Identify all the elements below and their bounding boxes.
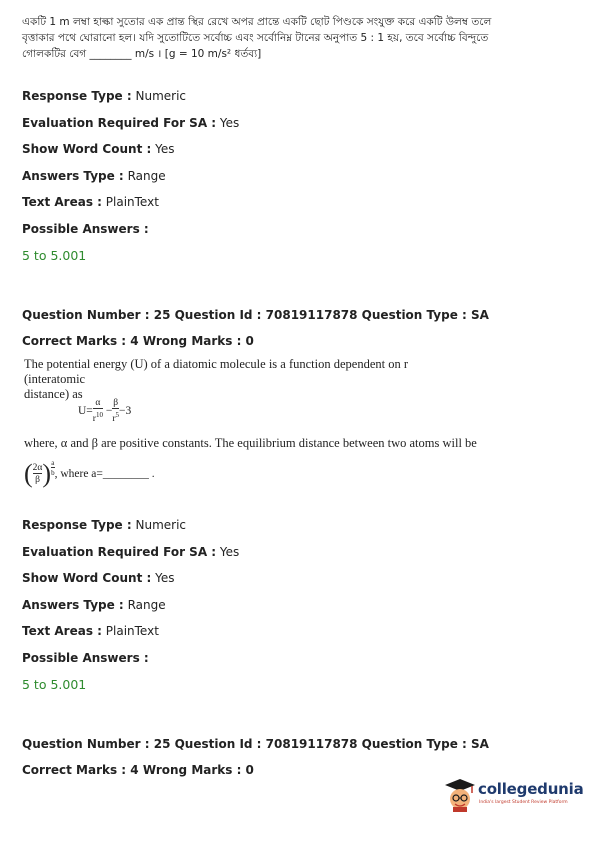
word-count-value: Yes	[155, 571, 175, 585]
question-line: distance) as	[24, 387, 83, 401]
question-header: Question Number : 25 Question Id : 70819117878 Question Type : SA	[22, 737, 489, 751]
answers-type-label: Answers Type :	[22, 169, 124, 183]
marks-row: Correct Marks : 4 Wrong Marks : 0	[22, 763, 254, 777]
fraction-denominator: b	[51, 469, 55, 477]
marks-row: Correct Marks : 4 Wrong Marks : 0	[22, 334, 254, 348]
fraction-numerator: α	[95, 398, 101, 408]
word-count-value: Yes	[155, 142, 175, 156]
word-count-row	[22, 570, 174, 586]
possible-answers-label: Possible Answers :	[22, 222, 149, 236]
response-type-value: Numeric	[135, 89, 187, 103]
question-header: Question Number : 25 Question Id : 70819117878 Question Type : SA	[22, 308, 489, 322]
question-text-bengali	[22, 14, 577, 62]
text-areas-value: PlainText	[105, 624, 159, 638]
where-text: , where a=________ .	[54, 468, 155, 480]
text-areas-label: Text Areas :	[22, 624, 102, 638]
evaluation-row	[22, 115, 239, 131]
evaluation-value: Yes	[219, 116, 240, 130]
fraction-denominator	[112, 408, 119, 425]
evaluation-value: Yes	[219, 545, 240, 559]
two-alpha-over-beta	[33, 463, 43, 486]
possible-answers-row	[22, 221, 149, 237]
equilibrium-expression	[24, 459, 155, 489]
r-symbol: r	[92, 414, 96, 425]
question-line: একটি 1 m লম্বা হাল্কা সুতোর এক প্রান্ত স্থির রেখে অপর প্রান্তে একটি ছোট পিণ্ডকে সংযুক্ত করে একটি উলম্ব তলে	[22, 16, 492, 28]
response-type-label: Response Type :	[22, 89, 132, 103]
question-line: where, α and β are positive constants. The equilibrium distance between two atoms will be	[24, 436, 477, 450]
beta-fraction	[112, 398, 119, 425]
left-paren: (	[24, 459, 33, 488]
response-type-row	[22, 88, 186, 104]
brand-name: collegedunia	[478, 780, 584, 798]
possible-answers-value: 5 to 5.001	[22, 248, 87, 263]
exponent: 5	[115, 411, 120, 419]
evaluation-label: Evaluation Required For SA :	[22, 116, 217, 130]
fraction-denominator: β	[33, 473, 43, 486]
question-line: বৃত্তাকার পথে ঘোরানো হল। যদি সুতোটিতে সর্বোচ্চ এবং সর্বোনিম্ন টানের অনুপাত 5 : 1 হয়, তবে সর্বোচ্চ বিন্দুতে	[22, 32, 489, 44]
graduate-mascot-icon	[443, 777, 477, 813]
evaluation-row	[22, 544, 239, 560]
constant-term: −3	[119, 405, 132, 418]
fraction-numerator: a	[51, 459, 55, 467]
question-text	[24, 436, 484, 451]
exponent: 10	[95, 411, 103, 419]
question-line: The potential energy (U) of a diatomic molecule is a function dependent on r (interatomic	[24, 357, 409, 386]
word-count-label: Show Word Count :	[22, 571, 152, 585]
answers-type-row	[22, 168, 166, 184]
fraction-numerator: 2α	[32, 462, 43, 473]
text-areas-value: PlainText	[105, 195, 159, 209]
answers-type-label: Answers Type :	[22, 598, 124, 612]
possible-answers-label: Possible Answers :	[22, 651, 149, 665]
alpha-fraction	[93, 398, 103, 425]
right-paren: )	[42, 459, 52, 488]
fraction-numerator: β	[113, 398, 119, 408]
evaluation-label: Evaluation Required For SA :	[22, 545, 217, 559]
brand-tagline: India's largest Student Review Platform	[479, 800, 568, 805]
text-areas-row	[22, 623, 159, 639]
potential-energy-formula	[78, 398, 131, 425]
question-text	[24, 357, 464, 402]
answers-type-value: Range	[127, 169, 166, 183]
question-line: গোলকটির বেগ ________ m/s । [g = 10 m/s² ধর্তব্য]	[22, 48, 262, 60]
possible-answers-value: 5 to 5.001	[22, 677, 87, 692]
collegedunia-logo	[443, 777, 583, 817]
answers-type-row	[22, 597, 166, 613]
response-type-label: Response Type :	[22, 518, 132, 532]
text-areas-row	[22, 194, 159, 210]
r-symbol: r	[112, 414, 116, 425]
u-prefix: U=	[78, 405, 93, 418]
word-count-row	[22, 141, 174, 157]
fraction-denominator	[93, 408, 103, 425]
possible-answers-row	[22, 650, 149, 666]
word-count-label: Show Word Count :	[22, 142, 152, 156]
text-areas-label: Text Areas :	[22, 195, 102, 209]
minus-sign: −	[105, 405, 113, 418]
answers-type-value: Range	[127, 598, 166, 612]
response-type-value: Numeric	[135, 518, 187, 532]
response-type-row	[22, 517, 186, 533]
